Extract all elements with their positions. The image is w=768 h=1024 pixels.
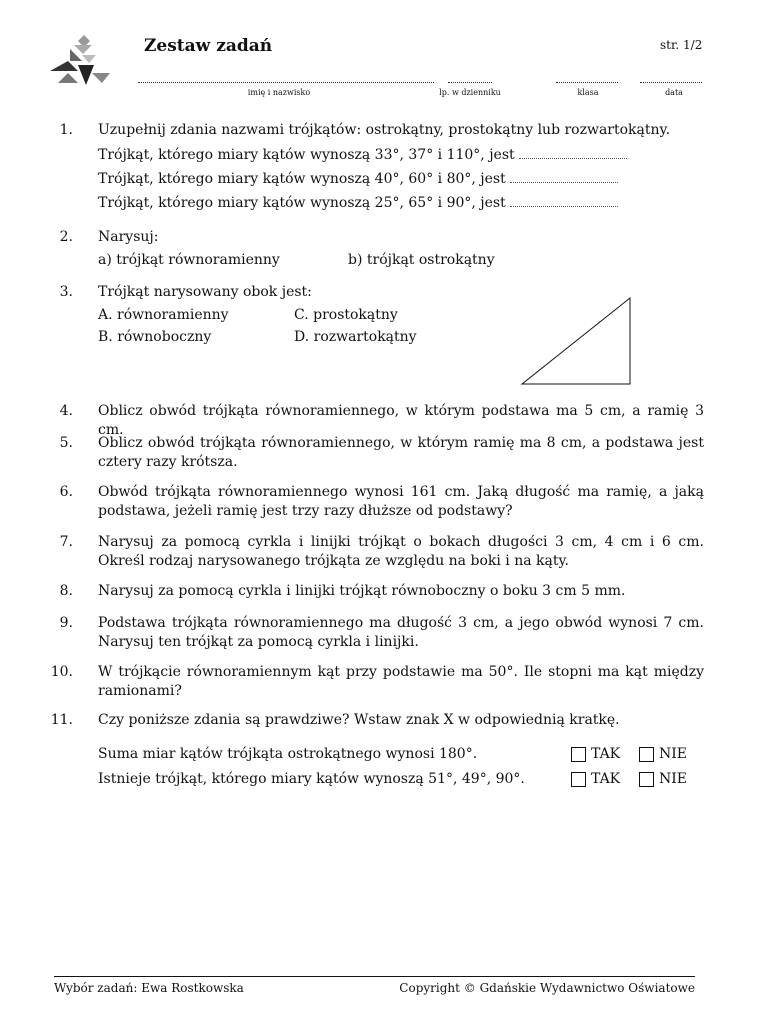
option-a: a) trójkąt równoramienny (98, 252, 280, 268)
checkbox-tak[interactable] (571, 772, 586, 787)
class-field[interactable] (556, 82, 618, 83)
statement-text: Istnieje trójkąt, którego miary kątów wynoszą 51°, 49°, 90°. (98, 771, 525, 787)
name-caption: imię i nazwisko (247, 88, 311, 97)
page-title: Zestaw zadań (144, 36, 273, 56)
checkbox-nie[interactable] (639, 747, 654, 762)
question-text: Oblicz obwód trójkąta równoramiennego, w którym podstawa ma 5 cm, a ramię 3 cm. (98, 403, 704, 438)
question-number: 9. (59, 615, 73, 631)
question-number: 5. (59, 435, 73, 451)
question-number: 7. (59, 534, 73, 550)
question-text: Narysuj za pomocą cyrkla i linijki trójkąt równoboczny o boku 3 cm 5 mm. (98, 583, 626, 599)
fill-line-1: Trójkąt, którego miary kątów wynoszą 33°, 37° i 110°, jest (98, 146, 704, 165)
answer-option[interactable]: A. równoramienny (98, 307, 229, 323)
question-text: Oblicz obwód trójkąta równoramiennego, w którym ramię ma 8 cm, a podstawa jest cztery razy krótsza. (98, 435, 704, 470)
fill-line-2: Trójkąt, którego miary kątów wynoszą 40°, 60° i 80°, jest (98, 170, 704, 189)
class-caption: klasa (577, 88, 599, 97)
question-number: 6. (59, 484, 73, 500)
question-number: 11. (50, 712, 73, 728)
answer-blank[interactable] (510, 195, 618, 207)
question-text: Narysuj za pomocą cyrkla i linijki trójkąt o bokach długości 3 cm, 4 cm i 6 cm. Określ rodzaj narysowanego trójkąta ze względu na boki i na kąty. (98, 534, 704, 569)
answer-blank[interactable] (510, 171, 618, 183)
question-text: Podstawa trójkąta równoramiennego ma długość 3 cm, a jego obwód wynosi 7 cm. Narysuj ten trójkąt za pomocą cyrkla i linijki. (98, 615, 704, 650)
answer-option[interactable]: D. rozwartokątny (294, 329, 417, 345)
question-text: W trójkącie równoramiennym kąt przy podstawie ma 50°. Ile stopni ma kąt między ramionami? (98, 664, 704, 699)
question-text: Narysuj: (98, 229, 159, 245)
question-text: Uzupełnij zdania nazwami trójkątów: ostrokątny, prostokątny lub rozwartokątny. (98, 122, 671, 138)
question-number: 2. (59, 229, 73, 245)
question-text: Obwód trójkąta równoramiennego wynosi 161 cm. Jaką długość ma ramię, a jaką podstawa, jeżeli ramię jest trzy razy dłuższe od podstawy? (98, 484, 704, 519)
page-number: str. 1/2 (660, 38, 703, 52)
diary-number-caption: lp. w dzienniku (439, 88, 501, 97)
footer-rule (54, 976, 695, 977)
question-number: 1. (59, 122, 73, 138)
right-triangle-figure (518, 296, 634, 388)
answer-blank[interactable] (519, 147, 627, 159)
fill-line-3: Trójkąt, którego miary kątów wynoszą 25°, 65° i 90°, jest (98, 194, 704, 213)
checkbox-nie[interactable] (639, 772, 654, 787)
label-nie: NIE (659, 771, 687, 787)
diary-number-field[interactable] (448, 82, 492, 83)
label-tak: TAK (591, 746, 621, 762)
answer-option[interactable]: C. prostokątny (294, 307, 398, 323)
answer-option[interactable]: B. równoboczny (98, 329, 212, 345)
question-number: 8. (59, 583, 73, 599)
date-caption: data (665, 88, 683, 97)
question-text: Czy poniższe zdania są prawdziwe? Wstaw znak X w odpowiednią kratkę. (98, 712, 620, 728)
question-number: 4. (59, 403, 73, 419)
question-text: Trójkąt narysowany obok jest: (98, 284, 312, 300)
label-tak: TAK (591, 771, 621, 787)
statement-text: Suma miar kątów trójkąta ostrokątnego wynosi 180°. (98, 746, 478, 762)
label-nie: NIE (659, 746, 687, 762)
option-b: b) trójkąt ostrokątny (348, 252, 495, 268)
question-number: 3. (59, 284, 73, 300)
publisher-logo (48, 33, 114, 89)
checkbox-tak[interactable] (571, 747, 586, 762)
name-field[interactable] (138, 82, 434, 83)
footer-copyright: Copyright © Gdańskie Wydawnictwo Oświatowe (399, 981, 695, 995)
question-number: 10. (50, 664, 73, 680)
footer-author: Wybór zadań: Ewa Rostkowska (54, 981, 244, 995)
date-field[interactable] (640, 82, 702, 83)
